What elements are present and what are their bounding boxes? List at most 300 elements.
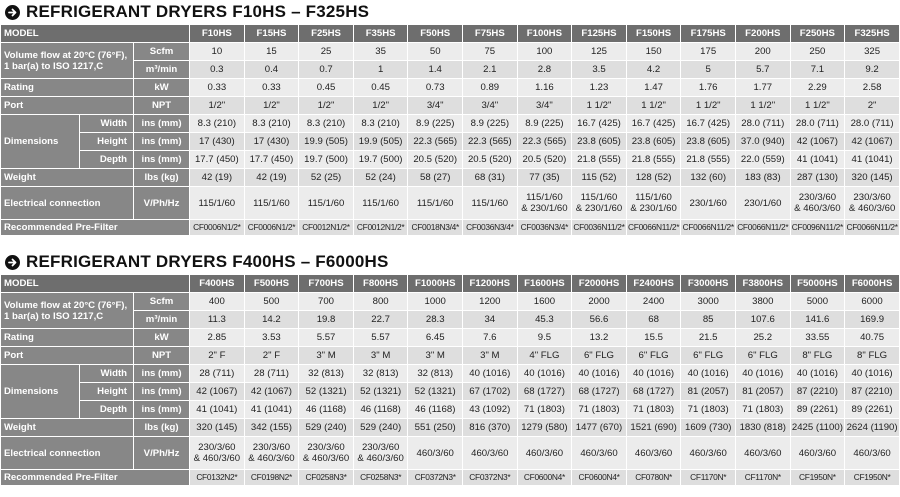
cell-rating: 5.57 bbox=[299, 329, 353, 346]
cell-height: 17 (430) bbox=[190, 133, 244, 150]
cell-electrical: 460/3/60 bbox=[518, 437, 572, 469]
cell-m3min: 1 bbox=[354, 61, 408, 78]
cell-electrical: 230/1/60 bbox=[681, 187, 735, 219]
cell-depth: 43 (1092) bbox=[463, 401, 517, 418]
cell-electrical: 460/3/60 bbox=[463, 437, 517, 469]
cell-port: 1/2" bbox=[299, 97, 353, 114]
cell-height: 42 (1067) bbox=[791, 133, 845, 150]
cell-height: 23.8 (605) bbox=[572, 133, 626, 150]
unit-ins-mm: ins (mm) bbox=[134, 115, 189, 132]
cell-weight: 1279 (580) bbox=[518, 419, 572, 436]
model-name: F2000HS bbox=[572, 275, 626, 292]
cell-electrical: 115/1/60 & 230/1/60 bbox=[627, 187, 681, 219]
cell-port: 3" M bbox=[463, 347, 517, 364]
cell-m3min: 19.8 bbox=[299, 311, 353, 328]
cell-m3min: 56.6 bbox=[572, 311, 626, 328]
cell-m3min: 107.6 bbox=[736, 311, 790, 328]
depth-label: Depth bbox=[80, 151, 133, 168]
cell-rating: 0.45 bbox=[299, 79, 353, 96]
cell-electrical: 230/3/60 & 460/3/60 bbox=[245, 437, 299, 469]
cell-height: 42 (1067) bbox=[190, 383, 244, 400]
cell-electrical: 115/1/60 bbox=[299, 187, 353, 219]
model-name: F500HS bbox=[245, 275, 299, 292]
volume-flow-label: Volume flow at 20°C (76°F), 1 bar(a) to ISO 1217,C bbox=[1, 43, 133, 78]
cell-port: 8" FLG bbox=[791, 347, 845, 364]
cell-m3min: 4.2 bbox=[627, 61, 681, 78]
cell-depth: 41 (1041) bbox=[245, 401, 299, 418]
row-depth bbox=[1, 151, 899, 168]
cell-depth: 46 (1168) bbox=[354, 401, 408, 418]
model-name: F10HS bbox=[190, 25, 244, 42]
cell-weight: 287 (130) bbox=[791, 169, 845, 186]
cell-width: 8.9 (225) bbox=[518, 115, 572, 132]
cell-rating: 1.77 bbox=[736, 79, 790, 96]
unit-ins-mm: ins (mm) bbox=[134, 401, 189, 418]
rating-label: Rating bbox=[1, 329, 133, 346]
cell-m3min: 45.3 bbox=[518, 311, 572, 328]
cell-scfm: 75 bbox=[463, 43, 517, 60]
cell-weight: 77 (35) bbox=[518, 169, 572, 186]
cell-width: 8.9 (225) bbox=[408, 115, 462, 132]
cell-depth: 22.0 (559) bbox=[736, 151, 790, 168]
model-header-label: MODEL bbox=[1, 25, 189, 42]
cell-scfm: 100 bbox=[518, 43, 572, 60]
cell-port: 6" FLG bbox=[572, 347, 626, 364]
cell-scfm: 1000 bbox=[408, 293, 462, 310]
cell-width: 8.3 (210) bbox=[245, 115, 299, 132]
row-port bbox=[1, 347, 899, 364]
model-name: F175HS bbox=[681, 25, 735, 42]
cell-electrical: 460/3/60 bbox=[845, 437, 899, 469]
cell-scfm: 2000 bbox=[572, 293, 626, 310]
cell-prefilter: CF0018N3/4* bbox=[408, 220, 462, 235]
cell-width: 8.3 (210) bbox=[299, 115, 353, 132]
cell-scfm: 50 bbox=[408, 43, 462, 60]
cell-width: 16.7 (425) bbox=[681, 115, 735, 132]
cell-depth: 20.5 (520) bbox=[463, 151, 517, 168]
row-rating bbox=[1, 329, 899, 346]
cell-port: 6" FLG bbox=[627, 347, 681, 364]
row-depth bbox=[1, 401, 899, 418]
cell-port: 1/2" bbox=[190, 97, 244, 114]
unit-kw: kW bbox=[134, 329, 189, 346]
cell-prefilter: CF0258N3* bbox=[299, 470, 353, 485]
cell-port: 2" F bbox=[245, 347, 299, 364]
cell-height: 68 (1727) bbox=[627, 383, 681, 400]
cell-electrical: 230/3/60 & 460/3/60 bbox=[299, 437, 353, 469]
cell-width: 40 (1016) bbox=[518, 365, 572, 382]
unit-ins-mm: ins (mm) bbox=[134, 365, 189, 382]
cell-depth: 71 (1803) bbox=[736, 401, 790, 418]
cell-weight: 115 (52) bbox=[572, 169, 626, 186]
cell-weight: 551 (250) bbox=[408, 419, 462, 436]
cell-prefilter: CF1170N* bbox=[681, 470, 735, 485]
row-prefilter bbox=[1, 220, 899, 235]
cell-m3min: 141.6 bbox=[791, 311, 845, 328]
cell-scfm: 150 bbox=[627, 43, 681, 60]
cell-prefilter: CF0066N11/2* bbox=[627, 220, 681, 235]
cell-height: 42 (1067) bbox=[245, 383, 299, 400]
cell-height: 87 (2210) bbox=[845, 383, 899, 400]
cell-rating: 0.89 bbox=[463, 79, 517, 96]
cell-depth: 71 (1803) bbox=[518, 401, 572, 418]
cell-height: 87 (2210) bbox=[791, 383, 845, 400]
cell-height: 52 (1321) bbox=[299, 383, 353, 400]
row-width bbox=[1, 365, 899, 382]
cell-electrical: 115/1/60 & 230/1/60 bbox=[572, 187, 626, 219]
cell-width: 32 (813) bbox=[299, 365, 353, 382]
cell-m3min: 11.3 bbox=[190, 311, 244, 328]
cell-depth: 19.7 (500) bbox=[299, 151, 353, 168]
cell-port: 3" M bbox=[408, 347, 462, 364]
row-m3min bbox=[1, 311, 899, 328]
cell-m3min: 5 bbox=[681, 61, 735, 78]
cell-port: 2" bbox=[845, 97, 899, 114]
cell-depth: 41 (1041) bbox=[845, 151, 899, 168]
cell-port: 6" FLG bbox=[681, 347, 735, 364]
cell-scfm: 1600 bbox=[518, 293, 572, 310]
cell-scfm: 25 bbox=[299, 43, 353, 60]
spec-table bbox=[0, 24, 900, 236]
height-label: Height bbox=[80, 383, 133, 400]
cell-m3min: 22.7 bbox=[354, 311, 408, 328]
cell-electrical: 115/1/60 bbox=[190, 187, 244, 219]
cell-port: 4" FLG bbox=[518, 347, 572, 364]
cell-depth: 19.7 (500) bbox=[354, 151, 408, 168]
depth-label: Depth bbox=[80, 401, 133, 418]
section-heading bbox=[0, 0, 900, 24]
row-height bbox=[1, 383, 899, 400]
row-rating bbox=[1, 79, 899, 96]
cell-electrical: 460/3/60 bbox=[791, 437, 845, 469]
cell-rating: 15.5 bbox=[627, 329, 681, 346]
row-weight bbox=[1, 419, 899, 436]
model-header-label: MODEL bbox=[1, 275, 189, 292]
cell-rating: 25.2 bbox=[736, 329, 790, 346]
weight-label: Weight bbox=[1, 419, 133, 436]
prefilter-label: Recommended Pre-Filter bbox=[1, 220, 189, 235]
cell-rating: 21.5 bbox=[681, 329, 735, 346]
section-large-dryers bbox=[0, 250, 900, 483]
cell-depth: 89 (2261) bbox=[845, 401, 899, 418]
dimensions-label: Dimensions bbox=[1, 365, 79, 418]
unit-scfm: Scfm bbox=[134, 293, 189, 310]
cell-m3min: 169.9 bbox=[845, 311, 899, 328]
cell-weight: 52 (25) bbox=[299, 169, 353, 186]
width-label: Width bbox=[80, 115, 133, 132]
row-port bbox=[1, 97, 899, 114]
cell-scfm: 1200 bbox=[463, 293, 517, 310]
cell-rating: 0.33 bbox=[190, 79, 244, 96]
cell-height: 52 (1321) bbox=[354, 383, 408, 400]
model-name: F125HS bbox=[572, 25, 626, 42]
cell-electrical: 115/1/60 bbox=[245, 187, 299, 219]
unit-m3min: m³/min bbox=[134, 311, 189, 328]
model-name: F200HS bbox=[736, 25, 790, 42]
dimensions-label: Dimensions bbox=[1, 115, 79, 168]
cell-m3min: 68 bbox=[627, 311, 681, 328]
cell-m3min: 34 bbox=[463, 311, 517, 328]
unit-ins-mm: ins (mm) bbox=[134, 133, 189, 150]
cell-prefilter: CF0372N3* bbox=[463, 470, 517, 485]
cell-prefilter: CF0066N11/2* bbox=[845, 220, 899, 235]
cell-scfm: 500 bbox=[245, 293, 299, 310]
cell-depth: 41 (1041) bbox=[190, 401, 244, 418]
cell-electrical: 230/3/60 & 460/3/60 bbox=[791, 187, 845, 219]
cell-scfm: 800 bbox=[354, 293, 408, 310]
cell-height: 67 (1702) bbox=[463, 383, 517, 400]
cell-depth: 21.8 (555) bbox=[572, 151, 626, 168]
cell-depth: 71 (1803) bbox=[572, 401, 626, 418]
cell-height: 17 (430) bbox=[245, 133, 299, 150]
cell-scfm: 15 bbox=[245, 43, 299, 60]
cell-rating: 9.5 bbox=[518, 329, 572, 346]
unit-vphhz: V/Ph/Hz bbox=[134, 437, 189, 469]
cell-scfm: 200 bbox=[736, 43, 790, 60]
cell-rating: 0.33 bbox=[245, 79, 299, 96]
cell-m3min: 1.4 bbox=[408, 61, 462, 78]
cell-port: 3/4" bbox=[518, 97, 572, 114]
rating-label: Rating bbox=[1, 79, 133, 96]
cell-prefilter: CF0198N2* bbox=[245, 470, 299, 485]
cell-prefilter: CF0600N4* bbox=[572, 470, 626, 485]
cell-weight: 2425 (1100) bbox=[791, 419, 845, 436]
cell-rating: 2.58 bbox=[845, 79, 899, 96]
cell-scfm: 125 bbox=[572, 43, 626, 60]
cell-weight: 1609 (730) bbox=[681, 419, 735, 436]
cell-height: 22.3 (565) bbox=[408, 133, 462, 150]
cell-electrical: 460/3/60 bbox=[627, 437, 681, 469]
cell-width: 40 (1016) bbox=[463, 365, 517, 382]
cell-m3min: 9.2 bbox=[845, 61, 899, 78]
model-name: F3800HS bbox=[736, 275, 790, 292]
cell-port: 3" M bbox=[354, 347, 408, 364]
volume-flow-label: Volume flow at 20°C (76°F), 1 bar(a) to ISO 1217,C bbox=[1, 293, 133, 328]
cell-m3min: 28.3 bbox=[408, 311, 462, 328]
unit-ins-mm: ins (mm) bbox=[134, 383, 189, 400]
cell-prefilter: CF0036N11/2* bbox=[572, 220, 626, 235]
cell-rating: 3.53 bbox=[245, 329, 299, 346]
cell-m3min: 0.7 bbox=[299, 61, 353, 78]
cell-electrical: 115/1/60 bbox=[354, 187, 408, 219]
cell-width: 8.3 (210) bbox=[354, 115, 408, 132]
row-scfm bbox=[1, 293, 899, 310]
cell-m3min: 14.2 bbox=[245, 311, 299, 328]
model-name: F150HS bbox=[627, 25, 681, 42]
cell-width: 32 (813) bbox=[408, 365, 462, 382]
cell-rating: 5.57 bbox=[354, 329, 408, 346]
section-title: REFRIGERANT DRYERS F400HS – F6000HS bbox=[26, 252, 389, 271]
cell-electrical: 460/3/60 bbox=[572, 437, 626, 469]
cell-electrical: 230/3/60 & 460/3/60 bbox=[190, 437, 244, 469]
cell-weight: 1830 (818) bbox=[736, 419, 790, 436]
row-scfm bbox=[1, 43, 899, 60]
cell-port: 1 1/2" bbox=[572, 97, 626, 114]
cell-width: 8.9 (225) bbox=[463, 115, 517, 132]
model-name: F1000HS bbox=[408, 275, 462, 292]
cell-height: 19.9 (505) bbox=[299, 133, 353, 150]
cell-weight: 132 (60) bbox=[681, 169, 735, 186]
cell-port: 6" FLG bbox=[736, 347, 790, 364]
cell-weight: 42 (19) bbox=[190, 169, 244, 186]
cell-prefilter: CF0066N11/2* bbox=[736, 220, 790, 235]
cell-scfm: 3000 bbox=[681, 293, 735, 310]
cell-weight: 52 (24) bbox=[354, 169, 408, 186]
cell-prefilter: CF1950N* bbox=[791, 470, 845, 485]
cell-prefilter: CF0780N* bbox=[627, 470, 681, 485]
cell-m3min: 2.8 bbox=[518, 61, 572, 78]
port-label: Port bbox=[1, 347, 133, 364]
cell-width: 40 (1016) bbox=[845, 365, 899, 382]
cell-depth: 21.8 (555) bbox=[681, 151, 735, 168]
cell-m3min: 0.4 bbox=[245, 61, 299, 78]
cell-height: 68 (1727) bbox=[518, 383, 572, 400]
unit-ins-mm: ins (mm) bbox=[134, 151, 189, 168]
cell-port: 1/2" bbox=[354, 97, 408, 114]
cell-width: 16.7 (425) bbox=[572, 115, 626, 132]
cell-height: 42 (1067) bbox=[845, 133, 899, 150]
cell-width: 40 (1016) bbox=[572, 365, 626, 382]
cell-depth: 71 (1803) bbox=[627, 401, 681, 418]
cell-electrical: 230/3/60 & 460/3/60 bbox=[354, 437, 408, 469]
cell-width: 40 (1016) bbox=[681, 365, 735, 382]
unit-m3min: m³/min bbox=[134, 61, 189, 78]
cell-scfm: 175 bbox=[681, 43, 735, 60]
model-name: F400HS bbox=[190, 275, 244, 292]
cell-scfm: 700 bbox=[299, 293, 353, 310]
model-name: F75HS bbox=[463, 25, 517, 42]
unit-scfm: Scfm bbox=[134, 43, 189, 60]
cell-rating: 1.47 bbox=[627, 79, 681, 96]
cell-m3min: 85 bbox=[681, 311, 735, 328]
cell-prefilter: CF0006N1/2* bbox=[245, 220, 299, 235]
cell-prefilter: CF1170N* bbox=[736, 470, 790, 485]
cell-width: 40 (1016) bbox=[791, 365, 845, 382]
cell-port: 1 1/2" bbox=[736, 97, 790, 114]
model-name: F25HS bbox=[299, 25, 353, 42]
cell-width: 32 (813) bbox=[354, 365, 408, 382]
cell-height: 19.9 (505) bbox=[354, 133, 408, 150]
cell-rating: 7.6 bbox=[463, 329, 517, 346]
cell-weight: 42 (19) bbox=[245, 169, 299, 186]
cell-rating: 1.76 bbox=[681, 79, 735, 96]
cell-prefilter: CF0132N2* bbox=[190, 470, 244, 485]
cell-port: 3/4" bbox=[463, 97, 517, 114]
height-label: Height bbox=[80, 133, 133, 150]
cell-rating: 40.75 bbox=[845, 329, 899, 346]
cell-electrical: 460/3/60 bbox=[681, 437, 735, 469]
cell-height: 68 (1727) bbox=[572, 383, 626, 400]
row-height bbox=[1, 133, 899, 150]
cell-scfm: 3800 bbox=[736, 293, 790, 310]
cell-m3min: 7.1 bbox=[791, 61, 845, 78]
unit-lbs-kg: lbs (kg) bbox=[134, 419, 189, 436]
cell-weight: 529 (240) bbox=[299, 419, 353, 436]
cell-electrical: 460/3/60 bbox=[736, 437, 790, 469]
cell-depth: 21.8 (555) bbox=[627, 151, 681, 168]
cell-weight: 2624 (1190) bbox=[845, 419, 899, 436]
cell-width: 16.7 (425) bbox=[627, 115, 681, 132]
cell-rating: 13.2 bbox=[572, 329, 626, 346]
cell-rating: 2.85 bbox=[190, 329, 244, 346]
model-name: F15HS bbox=[245, 25, 299, 42]
row-electrical bbox=[1, 437, 899, 469]
model-name: F100HS bbox=[518, 25, 572, 42]
cell-prefilter: CF0006N1/2* bbox=[190, 220, 244, 235]
cell-m3min: 2.1 bbox=[463, 61, 517, 78]
electrical-label: Electrical connection bbox=[1, 187, 133, 219]
cell-depth: 46 (1168) bbox=[408, 401, 462, 418]
cell-prefilter: CF0258N3* bbox=[354, 470, 408, 485]
cell-prefilter: CF0600N4* bbox=[518, 470, 572, 485]
cell-weight: 342 (155) bbox=[245, 419, 299, 436]
cell-weight: 320 (145) bbox=[845, 169, 899, 186]
model-name: F35HS bbox=[354, 25, 408, 42]
cell-width: 40 (1016) bbox=[736, 365, 790, 382]
cell-prefilter: CF1950N* bbox=[845, 470, 899, 485]
cell-scfm: 325 bbox=[845, 43, 899, 60]
row-electrical bbox=[1, 187, 899, 219]
header-row bbox=[1, 275, 899, 292]
cell-rating: 0.73 bbox=[408, 79, 462, 96]
model-name: F800HS bbox=[354, 275, 408, 292]
cell-electrical: 230/1/60 bbox=[736, 187, 790, 219]
header-row bbox=[1, 25, 899, 42]
cell-prefilter: CF0036N3/4* bbox=[463, 220, 517, 235]
cell-scfm: 10 bbox=[190, 43, 244, 60]
cell-weight: 183 (83) bbox=[736, 169, 790, 186]
width-label: Width bbox=[80, 365, 133, 382]
cell-port: 3/4" bbox=[408, 97, 462, 114]
model-name: F50HS bbox=[408, 25, 462, 42]
model-name: F2400HS bbox=[627, 275, 681, 292]
cell-port: 2" F bbox=[190, 347, 244, 364]
cell-rating: 33.55 bbox=[791, 329, 845, 346]
cell-scfm: 2400 bbox=[627, 293, 681, 310]
cell-port: 1 1/2" bbox=[627, 97, 681, 114]
cell-width: 28.0 (711) bbox=[845, 115, 899, 132]
cell-rating: 1.23 bbox=[572, 79, 626, 96]
cell-height: 23.8 (605) bbox=[681, 133, 735, 150]
cell-width: 28 (711) bbox=[245, 365, 299, 382]
electrical-label: Electrical connection bbox=[1, 437, 133, 469]
cell-electrical: 230/3/60 & 460/3/60 bbox=[845, 187, 899, 219]
unit-npt: NPT bbox=[134, 347, 189, 364]
cell-prefilter: CF0066N11/2* bbox=[681, 220, 735, 235]
cell-weight: 816 (370) bbox=[463, 419, 517, 436]
spec-table bbox=[0, 274, 900, 486]
cell-scfm: 5000 bbox=[791, 293, 845, 310]
cell-scfm: 6000 bbox=[845, 293, 899, 310]
section-small-dryers bbox=[0, 0, 900, 233]
arrow-right-icon bbox=[5, 5, 20, 20]
model-name: F3000HS bbox=[681, 275, 735, 292]
row-m3min bbox=[1, 61, 899, 78]
cell-width: 8.3 (210) bbox=[190, 115, 244, 132]
cell-scfm: 35 bbox=[354, 43, 408, 60]
cell-rating: 2.29 bbox=[791, 79, 845, 96]
cell-depth: 17.7 (450) bbox=[245, 151, 299, 168]
model-name: F1200HS bbox=[463, 275, 517, 292]
cell-depth: 17.7 (450) bbox=[190, 151, 244, 168]
cell-m3min: 0.3 bbox=[190, 61, 244, 78]
model-name: F250HS bbox=[791, 25, 845, 42]
unit-kw: kW bbox=[134, 79, 189, 96]
cell-depth: 20.5 (520) bbox=[518, 151, 572, 168]
cell-prefilter: CF0096N11/2* bbox=[791, 220, 845, 235]
cell-weight: 128 (52) bbox=[627, 169, 681, 186]
cell-weight: 1477 (670) bbox=[572, 419, 626, 436]
